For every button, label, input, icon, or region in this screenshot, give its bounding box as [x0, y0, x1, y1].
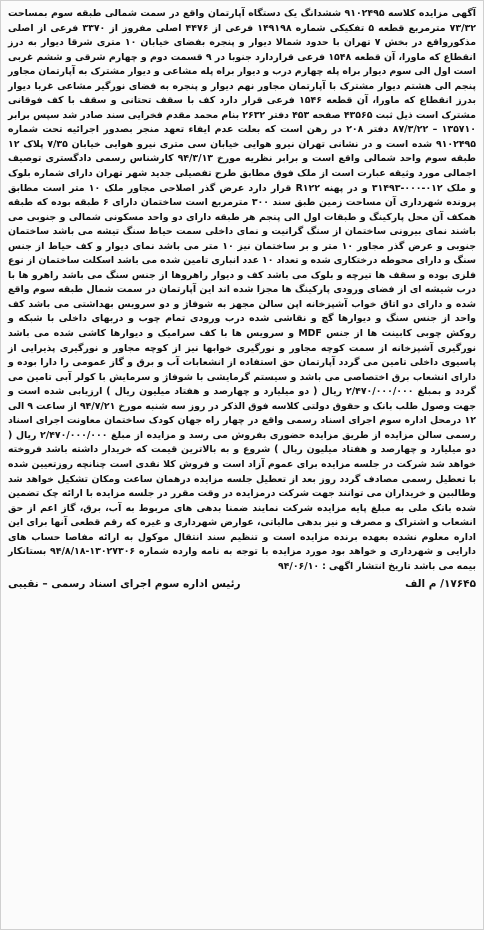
notice-footer [8, 576, 476, 592]
footer-row [8, 576, 476, 592]
reference-code: ۱۷۶۴۵/ م الف [405, 578, 476, 591]
signature-line: رئیس اداره سوم اجرای اسناد رسمی – نقیبی [8, 578, 241, 591]
notice-body-text: آگهی مزایده کلاسه ۹۱۰۲۴۹۵ ششدانگ یک دستگاه آپارتمان واقع در سمت شمالی طبقه سوم بمساحت ۷۳/۳۲ مترمربع قطعه ۵ تفکیکی شماره ۱۴۹۱۹۸ فرعی از ۴۴۷۶ اصلی مفروز از ۳۳۷۰ فرعی از اصلی مذکورواقع در بخش ۷ تهران با حدود شمالا دیوار و پنجره بفضای خیابان ۱۰ متری شرقا دیوار به درز انقطاع که ماورا، آن قطعه ۱۵۴۸ فرعی قراردارد جنوبا در ۹ قسمت دوم و چهارم شرقی و ششم غربی است اول الی سوم دیوار براه پله چهارم درب و دیوار براه پله مشاعی و دیوار مشترک به آپارتمان مجاور پنجم الی هشتم دیوار مشترک با آپارتمان مجاور نهم دیوار و پنجره به فضای نورگیر مشاعی غربا دیوار بدرز انقطاع که ماورا، آن قطعه ۱۵۴۶ فرعی قرار دارد کف با سقف تحتانی و سقف با کف فوقانی مشترک است ذیل ثبت ۴۳۵۶۵ صفحه ۴۵۳ دفتر ۲۶۳۲ بنام محمد مقدم فخرایی سند صادر شد سپس برابر ۱۳۵۷۱۰ – ۸۷/۳/۲۲ دفتر ۲۰۸ در رهن است که بعلت عدم ایفاء تعهد منجر بصدور اجرائیه تحت شماره ۹۱۰۲۴۹۵ شده است و در نشانی تهران نیرو هوایی خیابان سی متری نیرو هوایی خیابان ۷/۳۵ پلاک ۱۲ طبقه سوم واحد شمالی واقع است و برابر نظریه مورخ ۹۴/۳/۱۳ کارشناس رسمی دادگستری توصیف اجمالی مورد وثیقه عبارت است از ملک فوق مطابق طرح تفصیلی جدید شهر تهران دارای شماره بلوک و ملک ۰۱۲-۰۰۰-۳۱۴۹۳ و در پهنه R۱۲۲ قرار دارد عرض گذر اصلاحی مجاور ملک ۱۰ متر است مطابق پرونده شهرداری آن مساحت زمین طبق سند ۳۰۰ مترمربع است ساختمان دارای ۶ طبقه بوده که طبقه همکف آن محل پارکینگ و طبقات اول الی پنجم هر طبقه دارای دو واحد مسکونی شمالی و جنوبی می باشند نمای بیرونی ساختمان از سنگ گرانیت و نمای داخلی سمت حیاط سنگ تیشه می باشد ساختمان جنوبی و عرض گذر مجاور ۱۰ متر و بر ساختمان نیز ۱۰ متر می باشد نمای دیوار و کف حیاط از جنس سنگ و دارای محوطه درختکاری شده و تعداد ۱۰ عدد انباری تامین شده می باشد اسکلت ساختمان از نوع فلزی بوده و سقف ها تیرچه و بلوک می باشد کف و دیوار راهروها از جنس سنگ می باشد راهرو ها با درب شیشه ای از فضای ورودی پارکینگ ها مجزا شده اند این آپارتمان در سمت شمال طبقه سوم واقع شده و دارای دو اتاق خواب آشپزخانه اپن سالن مجهز به شوفاژ و دو سرویس بهداشتی می باشد کف واحد از جنس سنگ و دیوارها گچ و نقاشی شده درب ورودی تمام چوب و دربهای داخلی با شبکه و روکش چوبی کابینت ها از جنس MDF و سرویس ها با کف سرامیک و دیوارها کاشی شده می باشد نورگیری آشپزخانه از سمت کوچه مجاور و نورگیری خوابها نیز از کوچه مجاور و نورگیری پذیرایی از پاسیوی داخلی تامین می گردد آپارتمان حق استفاده از انشعابات آب و برق و گاز عمومی را دارا بوده و دارای انشعاب برق اختصاصی می باشد و سیستم گرمایشی با شوفاژ و سرمایش با کولر آبی تامین می گردد و بمبلغ ۲/۴۷۰/۰۰۰/۰۰۰ ریال ( دو میلیارد و چهارصد و هفتاد میلیون ریال ) ارزیابی شده است و جهت وصول طلب بانک و حقوق دولتی کلاسه فوق الذکر در روز سه شنبه مورخ ۹۴/۷/۲۱ از ساعت ۹ الی ۱۲ درمحل اداره سوم اجرای اسناد رسمی واقع در چهار راه جهان کودک ساختمان معاونت اجرای اسناد رسمی سالن مزایده از طریق مزایده حضوری بفروش می رسد و مزایده از مبلغ ۲/۴۷۰/۰۰۰/۰۰۰ ریال ( دو میلیارد و چهارصد و هفتاد میلیون ریال ) شروع و به بالاترین قیمت که خریدار داشته باشد فروخته خواهد شد شرکت در جلسه مزایده برای عموم آزاد است و فروش کلا نقدی است چنانچه روزتعیین شده با تعطیل رسمی مصادف گردد روز بعد از تعطیل جلسه مزایده درهمان ساعت ومکان تشکیل خواهد شد وطالبین و خریداران می توانند جهت شرکت درمزایده در وقت مقرر در جلسه مزایده با ارائه چک تضمین شده بانک ملی به مبلغ پایه مزایده شرکت نمایند ضمنا بدهی های مربوط به آب، برق، گاز اعم از حق انشعاب و اشتراک و مصرف و نیز بدهی مالیاتی، عوارض شهرداری و غیره که رقم قطعی آنها برای این اداره معلوم نشده بعهده برنده مزایده است و تنظیم سند انتقال موکول به ارائه مفاصا حساب های دارایی و شهرداری و خواهد بود مورد مزایده با توجه به نامه وارده شماره ۱۳۰۲۷۳۰۶-۹۴/۸/۱۸ بستانکار بیمه می باشد تاریخ انتشار اگهی : ۹۴/۰۶/۱۰ [8, 8, 477, 572]
